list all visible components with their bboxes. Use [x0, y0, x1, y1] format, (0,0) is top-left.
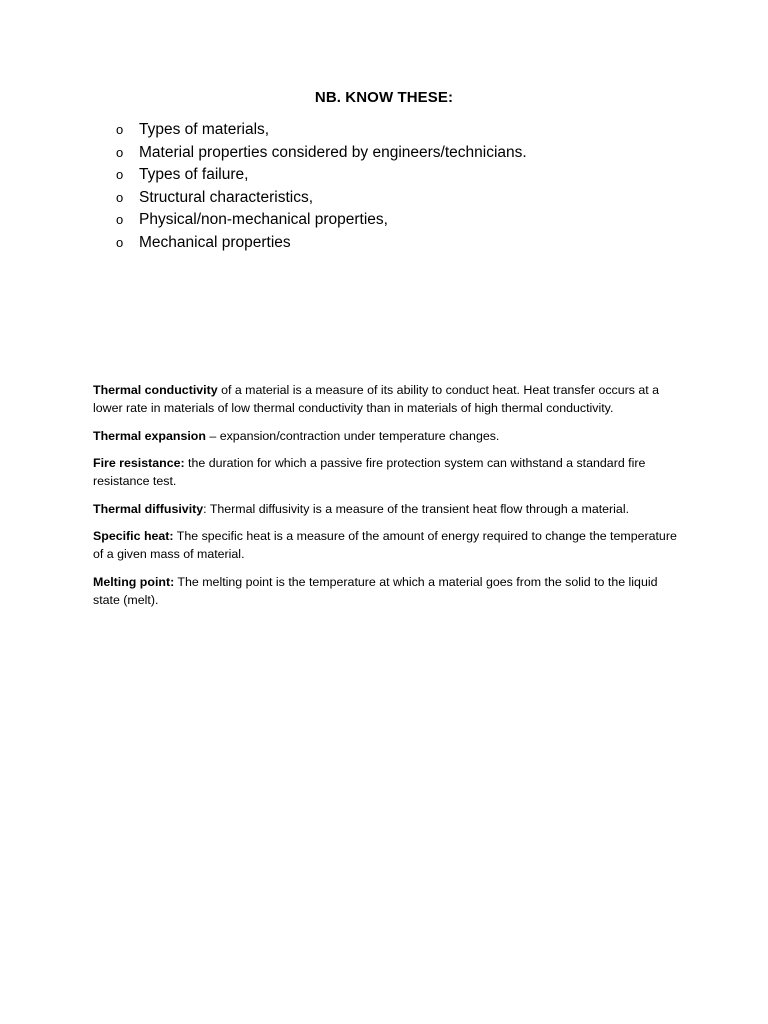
list-item-text: Physical/non-mechanical properties, [139, 211, 388, 228]
document-title: NB. KNOW THESE: [314, 89, 454, 106]
definition-thermal-conductivity [93, 381, 683, 417]
list-item-text: Mechanical properties [139, 233, 291, 251]
definition-melting-point [93, 573, 683, 609]
definition-thermal-diffusivity [93, 500, 683, 518]
definitions-section [93, 381, 683, 618]
definition-text: – expansion/contraction under temperature changes. [205, 428, 500, 443]
definition-text: of a material is a measure of its ability to conduct heat. Heat transfer occurs at a lower rate in materials of low thermal conductivity than in materials of high thermal conductivity. [93, 383, 660, 415]
definition-term: Melting point: [93, 574, 175, 589]
list-item-text: Types of failure, [139, 166, 249, 183]
list-item-text: Structural characteristics, [139, 188, 313, 206]
definition-thermal-expansion [93, 427, 683, 445]
definition-text: : Thermal diffusivity is a measure of the transient heat flow through a material. [203, 501, 630, 516]
definition-term: Fire resistance: [93, 456, 185, 470]
bullet-icon: o [116, 144, 124, 160]
definition-text: The specific heat is a measure of the amount of energy required to change the temperature of a given mass of material. [93, 529, 677, 561]
list-item-text: Material properties considered by engineers/technicians. [139, 143, 527, 161]
definition-text: The melting point is the temperature at which a material goes from the solid to the liquid state (melt). [93, 574, 658, 607]
list-item [114, 164, 527, 187]
bullet-icon: o [116, 234, 124, 250]
list-item [114, 142, 527, 165]
list-item-text: Types of materials, [139, 121, 270, 138]
definition-term: Thermal conductivity [93, 383, 218, 397]
list-item [114, 119, 527, 142]
bullet-icon: o [116, 212, 124, 227]
definition-specific-heat [93, 527, 683, 563]
list-item [114, 209, 527, 232]
definition-term: Specific heat: [93, 529, 174, 543]
definition-term: Thermal diffusivity [93, 501, 204, 516]
list-item [114, 232, 527, 255]
know-these-list [114, 119, 527, 254]
list-item [114, 187, 527, 210]
definition-term: Thermal expansion [93, 428, 206, 443]
bullet-icon: o [116, 189, 124, 205]
definition-fire-resistance [93, 454, 683, 490]
definition-text: the duration for which a passive fire protection system can withstand a standard fire resistance test. [93, 456, 646, 488]
bullet-icon: o [116, 122, 124, 137]
bullet-icon: o [116, 167, 124, 182]
